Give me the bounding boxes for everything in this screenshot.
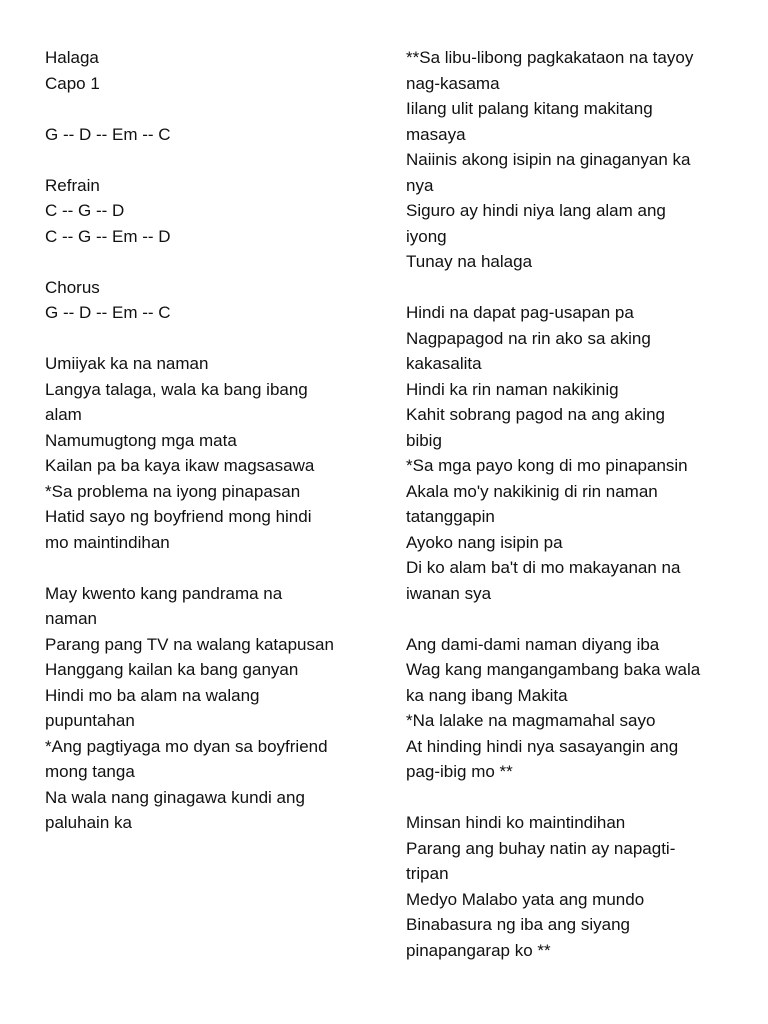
left-column-text-line: pupuntahan (45, 711, 135, 730)
left-column-text-line: G -- D -- Em -- C (45, 303, 171, 322)
left-column-text-line: Capo 1 (45, 73, 100, 93)
left-column-text-line: May kwento kang pandrama na (45, 583, 283, 603)
left-column-text-line: Parang pang TV na walang katapusan (45, 634, 334, 654)
left-column-text-line: *Sa problema na iyong pinapasan (45, 481, 301, 501)
left-column (45, 45, 365, 836)
right-column-text-line: Parang ang buhay natin ay napagti- (406, 838, 676, 858)
right-column-text-line: Hindi na dapat pag-usapan pa (406, 303, 634, 322)
left-column-text-line: Chorus (45, 277, 100, 297)
right-column-blank-line (406, 275, 736, 301)
left-column-text-line: alam (45, 405, 82, 424)
left-column-text-line: Halaga (45, 48, 99, 67)
right-column-text-line: Akala mo'y nakikinig di rin naman (406, 481, 658, 501)
right-column-text-line: *Sa mga payo kong di mo pinapansin (406, 456, 688, 475)
right-column-text-line: Nagpapagod na rin ako sa aking (406, 328, 651, 348)
right-column-text-line: Minsan hindi ko maintindihan (406, 813, 626, 832)
right-column-text-line: tripan (406, 864, 449, 883)
right-column (406, 45, 736, 963)
right-column-text-line: Naiinis akong isipin na ginaganyan ka (406, 150, 691, 169)
right-column-text-line: kakasalita (406, 354, 482, 373)
right-column-text-line: Wag kang mangangambang baka wala (406, 660, 701, 679)
right-column-text-line: Di ko alam ba't di mo makayanan na (406, 558, 681, 577)
left-column-text-line: Umiiyak ka na naman (45, 354, 209, 373)
left-column-blank-line (45, 147, 365, 173)
right-column-text-line: iyong (406, 226, 447, 246)
left-column-blank-line (45, 96, 365, 122)
left-column-text-line: Hatid sayo ng boyfriend mong hindi (45, 507, 312, 526)
right-column-text-line: Kahit sobrang pagod na ang aking (406, 405, 665, 424)
right-column-text-line: Ang dami-dami naman diyang iba (406, 634, 660, 654)
right-column-text-line: Tunay na halaga (406, 252, 533, 271)
left-column-text-line: Na wala nang ginagawa kundi ang (45, 787, 305, 807)
left-column-blank-line (45, 249, 365, 275)
left-column-text-line: Kailan pa ba kaya ikaw magsasawa (45, 456, 315, 475)
right-column-text-line: Iilang ulit palang kitang makitang (406, 99, 653, 118)
left-column-text-line: Hindi mo ba alam na walang (45, 685, 260, 705)
left-column-text-line: naman (45, 609, 97, 628)
right-column-text-line: tatanggapin (406, 507, 495, 526)
right-column-text-line: Medyo Malabo yata ang mundo (406, 889, 645, 909)
right-column-text-line: iwanan sya (406, 583, 492, 603)
left-column-blank-line (45, 555, 365, 581)
right-column-blank-line (406, 785, 736, 811)
right-column-text-line: Hindi ka rin naman nakikinig (406, 379, 619, 399)
right-column-text-line: *Na lalake na magmamahal sayo (406, 711, 656, 730)
left-column-text-line: mong tanga (45, 762, 135, 781)
right-column-blank-line (406, 606, 736, 632)
right-column-text-line: Binabasura ng iba ang siyang (406, 915, 630, 934)
left-column-text-line: paluhain ka (45, 813, 132, 832)
right-column-text-line: pag-ibig mo ** (406, 762, 513, 781)
left-column-text-line: Namumugtong mga mata (45, 430, 237, 450)
right-column-text-line: pinapangarap ko ** (406, 940, 551, 960)
right-column-text-line: bibig (406, 430, 442, 450)
right-column-text-line: **Sa libu-libong pagkakataon na tayoy (406, 48, 694, 67)
left-column-text-line: Hanggang kailan ka bang ganyan (45, 660, 299, 679)
left-column-text-line: Refrain (45, 175, 100, 195)
right-column-text-line: nya (406, 175, 434, 195)
left-column-text-line: Langya talaga, wala ka bang ibang (45, 379, 308, 399)
right-column-text-line: masaya (406, 124, 466, 144)
left-column-text-line: *Ang pagtiyaga mo dyan sa boyfriend (45, 736, 328, 756)
left-column-text-line: C -- G -- D (45, 201, 125, 220)
right-column-text-line: Ayoko nang isipin pa (406, 532, 563, 552)
left-column-text-line: G -- D -- Em -- C (45, 124, 171, 144)
right-column-text-line: nag-kasama (406, 73, 500, 93)
left-column-text-line: C -- G -- Em -- D (45, 226, 171, 246)
right-column-text-line: Siguro ay hindi niya lang alam ang (406, 201, 666, 220)
right-column-text-line: ka nang ibang Makita (406, 685, 568, 705)
left-column-text-line: mo maintindihan (45, 532, 170, 552)
left-column-blank-line (45, 326, 365, 352)
right-column-text-line: At hinding hindi nya sasayangin ang (406, 736, 679, 756)
